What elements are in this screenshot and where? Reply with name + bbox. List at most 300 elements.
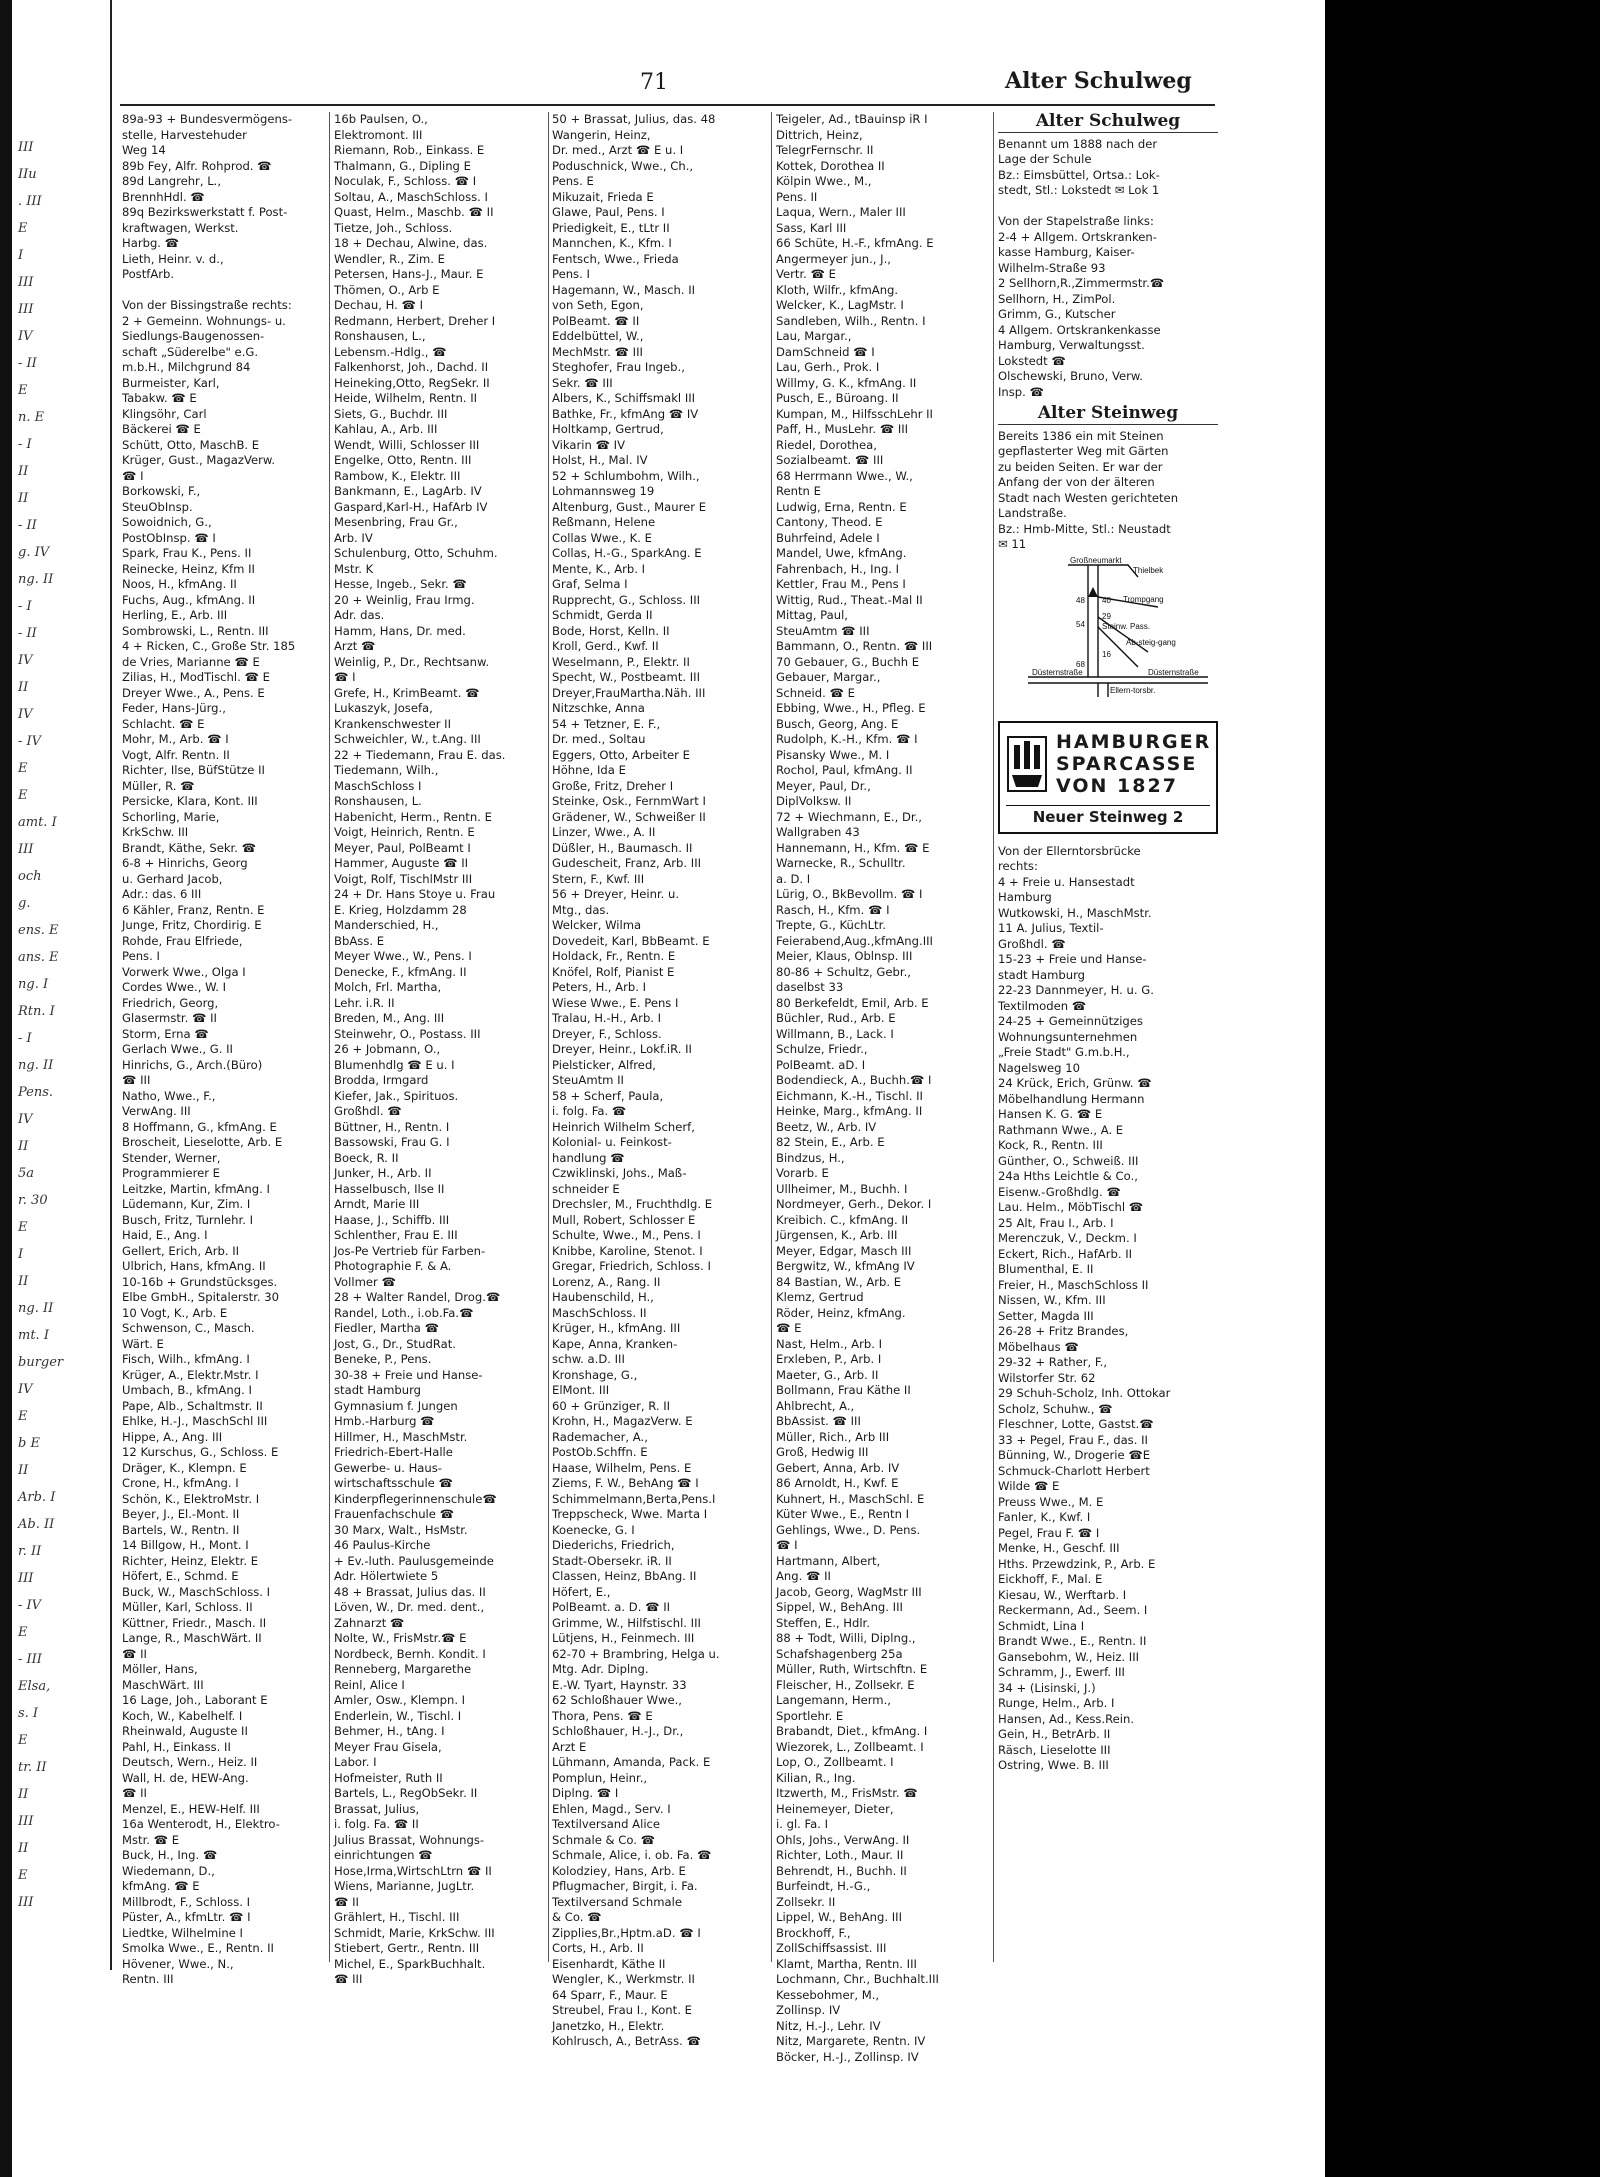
directory-line: Fanler, K., Kwf. I: [998, 1510, 1091, 1524]
directory-line: Bodendieck, A., Buchh.☎ I: [776, 1073, 932, 1087]
directory-line: Hövener, Wwe., N.,: [122, 1956, 234, 1971]
directory-line: Hasselbusch, Ilse II: [334, 1181, 445, 1196]
directory-line: Labor. I: [334, 1755, 377, 1769]
column-5: [998, 112, 1218, 1962]
directory-line: Lochmann, Chr., Buchhalt.III: [776, 1972, 939, 1986]
directory-line: Persicke, Klara, Kont. III: [122, 794, 258, 808]
directory-line: Michel, E., SparkBuchhalt.: [334, 1956, 486, 1971]
directory-line: Nissen, W., Kfm. III: [998, 1293, 1106, 1307]
directory-line: 89d Langrehr, L.,: [122, 174, 222, 188]
directory-line: Bollmann, Frau Käthe II: [776, 1383, 911, 1397]
directory-line: Bartels, W., Rentn. II: [122, 1522, 240, 1537]
directory-line: Höhne, Ida E: [552, 763, 626, 777]
gutter-fragment: III: [18, 1895, 34, 1910]
gutter-fragment: r. 30: [18, 1193, 48, 1208]
directory-line: Arzt ☎: [334, 639, 376, 653]
directory-line: Frauenfachschule ☎: [334, 1507, 455, 1521]
directory-line: Sass, Karl III: [776, 220, 847, 235]
directory-line: Sippel, W., BehAng. III: [776, 1600, 903, 1614]
directory-line: Hamm, Hans, Dr. med.: [334, 623, 466, 638]
directory-line: Müller, Rich., Arb III: [776, 1429, 890, 1444]
directory-line: Vollmer ☎: [334, 1274, 396, 1289]
directory-line: Insp. ☎: [998, 384, 1044, 399]
directory-line: Müller, Ruth, Wirtschftn. E: [776, 1662, 928, 1676]
directory-line: Küter Wwe., E., Rentn I: [776, 1507, 910, 1521]
directory-line: Kohlrusch, A., BetrAss. ☎: [552, 2034, 701, 2048]
directory-line: Elektromont. III: [334, 127, 423, 142]
directory-line: MechMstr. ☎ III: [552, 344, 643, 359]
directory-line: Hippe, A., Ang. III: [122, 1429, 223, 1444]
directory-line: Eisenhardt, Käthe II: [552, 1956, 666, 1971]
directory-line: Rupprecht, G., Schloss. III: [552, 592, 701, 607]
map-label: 16: [1102, 649, 1111, 659]
directory-line: Pielsticker, Alfred,: [552, 1057, 656, 1072]
directory-line: 58 + Scherf, Paula,: [552, 1088, 664, 1103]
directory-line: Bindzus, H.,: [776, 1150, 845, 1165]
gutter-fragment: - I: [18, 599, 32, 614]
directory-line: Mstr. ☎ E: [122, 1832, 180, 1847]
directory-line: Manderschied, H.,: [334, 918, 439, 932]
directory-line: Koch, W., Kabelhelf. I: [122, 1708, 243, 1723]
directory-line: Günther, O., Schweiß. III: [998, 1153, 1139, 1168]
directory-line: Krüger, Gust., MagazVerw.: [122, 453, 276, 467]
directory-line: 26-28 + Fritz Brandes,: [998, 1324, 1129, 1338]
directory-line: Schmidt, Marie, KrkSchw. III: [334, 1925, 495, 1940]
street-heading-alter-steinweg: Alter Steinweg: [998, 406, 1218, 425]
directory-line: BrennhHdl. ☎: [122, 189, 205, 204]
directory-line: Krohn, H., MagazVerw. E: [552, 1414, 693, 1428]
gutter-fragment: - II: [18, 356, 37, 371]
directory-line: Büchler, Rud., Arb. E: [776, 1011, 896, 1025]
directory-line: 18 + Dechau, Alwine, das.: [334, 236, 488, 250]
directory-line: Beneke, P., Pens.: [334, 1352, 432, 1366]
directory-line: 72 + Wiechmann, E., Dr.,: [776, 809, 922, 824]
directory-line: 30 Marx, Walt., HsMstr.: [334, 1522, 468, 1537]
directory-line: 2 + Gemeinn. Wohnungs- u.: [122, 313, 286, 328]
directory-line: Wall, H. de, HEW-Ang.: [122, 1770, 249, 1785]
running-head: Alter Schulweg: [1005, 68, 1192, 94]
directory-line: Paff, H., MusLehr. ☎ III: [776, 422, 909, 436]
gutter-fragment: ng. II: [18, 1301, 54, 1316]
directory-line: Kettler, Frau M., Pens I: [776, 577, 906, 591]
directory-line: schaft „Süderelbe" e.G.: [122, 344, 259, 359]
directory-line: Dittrich, Heinz,: [776, 127, 863, 142]
directory-line: zu beiden Seiten. Er war der: [998, 459, 1163, 474]
directory-line: DiplVolksw. II: [776, 794, 852, 808]
directory-line: Cantony, Theod. E: [776, 515, 883, 529]
gutter-fragment: n. E: [18, 410, 45, 425]
directory-line: Kinderpflegerinnenschule☎: [334, 1491, 497, 1506]
gutter-fragment: och: [18, 869, 42, 884]
directory-line: Bankmann, E., LagArb. IV: [334, 484, 482, 498]
directory-line: Gansebohm, W., Heiz. III: [998, 1649, 1140, 1664]
directory-line: 25 Alt, Frau I., Arb. I: [998, 1215, 1114, 1230]
directory-line: Glawe, Paul, Pens. I: [552, 205, 665, 219]
directory-line: Landstraße.: [998, 506, 1067, 520]
directory-line: Steghofer, Frau Ingeb.,: [552, 360, 685, 374]
directory-line: Kolodziey, Hans, Arb. E: [552, 1863, 686, 1878]
directory-line: Arb. IV: [334, 530, 373, 545]
directory-line: Brassat, Julius,: [334, 1801, 420, 1816]
directory-line: 80-86 + Schultz, Gebr.,: [776, 964, 911, 979]
directory-line: Thömen, O., Arb E: [334, 282, 440, 297]
directory-line: Möbelhandlung Hermann: [998, 1091, 1145, 1106]
gutter-fragment: E: [18, 1868, 28, 1883]
directory-line: 24-25 + Gemeinnütziges: [998, 1014, 1143, 1028]
directory-line: Zollsekr. II: [776, 1894, 836, 1909]
directory-line: Fentsch, Wwe., Frieda: [552, 251, 679, 266]
directory-line: Grefe, H., KrimBeamt. ☎: [334, 685, 480, 700]
directory-line: Schloßhauer, H.-J., Dr.,: [552, 1724, 684, 1738]
directory-line: Schramm, J., Ewerf. III: [998, 1665, 1125, 1679]
directory-line: Pens. I: [122, 949, 160, 963]
directory-line: 8 Hoffmann, G., kfmAng. E: [122, 1119, 277, 1134]
gutter-fragment: - IV: [18, 1598, 42, 1613]
directory-line: Redmann, Herbert, Dreher I: [334, 313, 496, 328]
directory-line: Brandt, Käthe, Sekr. ☎: [122, 840, 257, 855]
directory-line: Hamburg, Verwaltungsst.: [998, 338, 1145, 352]
directory-line: Blumenhdlg ☎ E u. I: [334, 1057, 455, 1072]
directory-line: Dreyer,FrauMartha.Näh. III: [552, 685, 706, 700]
directory-line: Kottek, Dorothea II: [776, 158, 885, 173]
directory-line: Gewerbe- u. Haus-: [334, 1460, 442, 1475]
directory-line: Dr. med., Arzt ☎ E u. I: [552, 143, 684, 157]
directory-line: Glasermstr. ☎ II: [122, 1011, 217, 1025]
directory-line: Gregar, Friedrich, Schloss. I: [552, 1259, 711, 1273]
directory-line: Julius Brassat, Wohnungs-: [334, 1832, 485, 1847]
directory-line: Broscheit, Lieselotte, Arb. E: [122, 1135, 283, 1149]
directory-line: Sekr. ☎ III: [552, 375, 613, 390]
directory-line: ☎ I: [122, 468, 144, 483]
directory-line: Kahlau, A., Arb. III: [334, 422, 438, 436]
directory-line: ☎ I: [776, 1538, 798, 1552]
directory-line: Reinecke, Heinz, Kfm II: [122, 561, 255, 576]
directory-line: Benannt um 1888 nach der: [998, 136, 1158, 151]
directory-line: 22-23 Dannmeyer, H. u. G.: [998, 983, 1154, 997]
gutter-fragment: I: [18, 248, 24, 263]
directory-line: 68 Herrmann Wwe., W.,: [776, 468, 913, 483]
directory-line: Große, Fritz, Dreher I: [552, 778, 674, 793]
directory-line: Hagemann, W., Masch. II: [552, 282, 696, 297]
directory-line: Püster, A., kfmLtr. ☎ I: [122, 1910, 251, 1924]
directory-line: Gerlach Wwe., G. II: [122, 1042, 233, 1056]
gutter-fragment: - IV: [18, 734, 42, 749]
directory-line: Schwenson, C., Masch.: [122, 1321, 255, 1335]
directory-line: Bammann, O., Rentn. ☎ III: [776, 639, 933, 653]
directory-line: stadt Hamburg: [334, 1383, 422, 1397]
directory-line: Meier, Klaus, Oblnsp. III: [776, 949, 913, 963]
directory-line: 48 + Brassat, Julius das. II: [334, 1584, 486, 1599]
directory-line: a. D. I: [776, 871, 811, 886]
directory-line: Schimmelmann,Berta,Pens.I: [552, 1491, 716, 1506]
directory-line: Gebauer, Margar.,: [776, 670, 881, 684]
directory-line: Meyer Wwe., W., Pens. I: [334, 949, 472, 963]
directory-line: SteuAmtm II: [552, 1073, 624, 1087]
directory-line: Lokstedt ☎: [998, 353, 1066, 368]
directory-line: Rudolph, K.-H., Kfm. ☎ I: [776, 732, 918, 746]
directory-line: Schön, K., ElektroMstr. I: [122, 1491, 260, 1506]
column-divider: [548, 112, 549, 1962]
directory-line: Itzwerth, M., FrisMstr. ☎: [776, 1786, 918, 1800]
map-label: 68: [1076, 659, 1085, 669]
directory-line: Behmer, H., tAng. I: [334, 1724, 445, 1738]
directory-line: Wilhelm-Straße 93: [998, 260, 1106, 275]
scan-edge-right: [1325, 0, 1600, 2177]
directory-line: Blumenthal, E. II: [998, 1262, 1094, 1276]
directory-line: Reinl, Alice I: [334, 1677, 405, 1692]
directory-line: 86 Arnoldt, H., Kwf. E: [776, 1476, 899, 1490]
directory-line: SteuObInsp.: [122, 499, 193, 514]
directory-line: Merenczuk, V., Deckm. I: [998, 1231, 1137, 1245]
directory-line: Lütjens, H., Feinmech. III: [552, 1631, 695, 1645]
directory-line: MaschWärt. III: [122, 1677, 204, 1692]
directory-line: Meyer, Edgar, Masch III: [776, 1243, 912, 1258]
directory-line: Vikarin ☎ IV: [552, 437, 626, 452]
directory-line: Wutkowski, H., MaschMstr.: [998, 905, 1152, 920]
directory-line: Ullheimer, M., Buchh. I: [776, 1181, 908, 1196]
directory-line: Schütt, Otto, MaschB. E: [122, 437, 260, 452]
gutter-fragment: ans. E: [18, 950, 59, 965]
column-3: [552, 112, 766, 2048]
directory-line: Höfert, E.,: [552, 1584, 611, 1599]
directory-line: Langemann, Herm.,: [776, 1693, 891, 1707]
directory-line: 46 Paulus-Kirche: [334, 1538, 431, 1552]
directory-line: Rochol, Paul, kfmAng. II: [776, 763, 913, 777]
directory-line: 52 + Schlumbohm, Wilh.,: [552, 468, 700, 483]
directory-line: Küttner, Friedr., Masch. II: [122, 1615, 267, 1630]
directory-line: Photographie F. & A.: [334, 1259, 452, 1273]
directory-line: Pusch, E., Büroang. II: [776, 391, 899, 405]
column-1: [122, 112, 324, 1986]
gutter-fragment: Rtn. I: [18, 1004, 55, 1019]
directory-line: Fleischer, H., Zollsekr. E: [776, 1677, 915, 1692]
directory-line: Hannemann, H., Kfm. ☎ E: [776, 840, 930, 855]
directory-line: Stern, F., Kwf. III: [552, 871, 645, 886]
gutter-fragment: II: [18, 1274, 29, 1289]
directory-line: Quast, Helm., Maschb. ☎ II: [334, 205, 494, 219]
directory-line: Breden, M., Ang. III: [334, 1011, 445, 1025]
gutter-fragment: Arb. I: [18, 1490, 56, 1505]
directory-line: Wendler, R., Zim. E: [334, 251, 445, 266]
directory-line: Wiese Wwe., E. Pens I: [552, 995, 679, 1010]
directory-line: Engelke, Otto, Rentn. III: [334, 453, 472, 467]
directory-line: Stender, Werner,: [122, 1150, 221, 1165]
directory-line: Nordmeyer, Gerh., Dekor. I: [776, 1197, 932, 1211]
directory-line: 29 Schuh-Scholz, Inh. Ottokar: [998, 1386, 1171, 1400]
directory-line: 24 Krück, Erich, Grünw. ☎: [998, 1076, 1152, 1090]
directory-line: Knöfel, Rolf, Pianist E: [552, 964, 675, 979]
directory-line: Krankenschwester II: [334, 716, 451, 731]
directory-line: Gein, H., BetrArb. II: [998, 1727, 1111, 1741]
gutter-fragment: Ab. II: [18, 1517, 55, 1532]
gutter-fragment: IV: [18, 1382, 33, 1397]
directory-line: Maeter, G., Arb. II: [776, 1367, 879, 1382]
directory-line: Mohr, M., Arb. ☎ I: [122, 732, 229, 746]
directory-line: PolBeamt. aD. I: [776, 1057, 866, 1072]
directory-line: Reckermann, Ad., Seem. I: [998, 1603, 1148, 1617]
directory-line: Rohde, Frau Elfriede,: [122, 933, 243, 948]
directory-line: 29-32 + Rather, F.,: [998, 1355, 1108, 1369]
directory-line: Petersen, Hans-J., Maur. E: [334, 267, 484, 281]
directory-line: 70 Gebauer, G., Buchh E: [776, 654, 920, 669]
directory-line: Lau. Helm., MöbTischl ☎: [998, 1200, 1144, 1214]
directory-line: Haase, Wilhelm, Pens. E: [552, 1460, 692, 1475]
directory-line: Friedrich-Ebert-Halle: [334, 1445, 453, 1459]
directory-line: Bereits 1386 ein mit Steinen: [998, 428, 1164, 443]
directory-line: stelle, Harvestehuder: [122, 127, 247, 142]
directory-line: Buck, W., MaschSchloss. I: [122, 1584, 271, 1599]
gutter-fragment: IV: [18, 707, 33, 722]
directory-line: Böcker, H.-J., Zollinsp. IV: [776, 2049, 919, 2064]
directory-line: Leitzke, Martin, kfmAng. I: [122, 1181, 270, 1196]
directory-line: Drechsler, M., Fruchthdlg. E: [552, 1197, 713, 1211]
directory-line: Storm, Erna ☎: [122, 1026, 209, 1041]
directory-line: Wiens, Marianne, JugLtr.: [334, 1879, 475, 1893]
directory-line: 88 + Todt, Willi, Diplng.,: [776, 1631, 916, 1645]
gutter-fragment: E: [18, 1220, 28, 1235]
directory-line: Jacob, Georg, WagMstr III: [776, 1584, 922, 1599]
directory-line: 80 Berkefeldt, Emil, Arb. E: [776, 995, 929, 1010]
directory-line: Schmidt, Lina I: [998, 1618, 1085, 1633]
column-4: [776, 112, 988, 2064]
directory-line: TelegrFernschr. II: [776, 143, 874, 157]
directory-line: Menzel, E., HEW-Helf. III: [122, 1801, 260, 1816]
gutter-fragment: E: [18, 788, 28, 803]
gutter-fragment: - III: [18, 1652, 42, 1667]
directory-line: Gudescheit, Franz, Arb. III: [552, 856, 702, 870]
directory-line: E.-W. Tyart, Haynstr. 33: [552, 1677, 687, 1692]
directory-line: Eddelbüttel, W.,: [552, 329, 644, 343]
directory-line: Möller, Hans,: [122, 1662, 198, 1676]
directory-line: Hartmann, Albert,: [776, 1553, 881, 1568]
directory-line: rechts:: [998, 859, 1038, 873]
directory-line: Pisansky Wwe., M. I: [776, 747, 890, 762]
directory-line: Heinemeyer, Dieter,: [776, 1801, 894, 1816]
directory-line: Nordbeck, Bernh. Kondit. I: [334, 1646, 486, 1661]
directory-line: ✉ 11: [998, 537, 1027, 551]
directory-line: Eichmann, K.-H., Tischl. II: [776, 1088, 923, 1103]
map-label: 29: [1102, 611, 1111, 621]
directory-line: Ehlke, H.-J., MaschSchl III: [122, 1414, 268, 1428]
column-divider: [329, 112, 330, 1962]
gutter-fragment: E: [18, 761, 28, 776]
directory-line: Textilversand Alice: [552, 1817, 661, 1831]
directory-line: Freier, H., MaschSchloss II: [998, 1277, 1149, 1292]
directory-line: i. folg. Fa. ☎ II: [334, 1817, 419, 1831]
gutter-fragment: - II: [18, 518, 37, 533]
directory-line: Programmierer E: [122, 1166, 220, 1180]
directory-line: Klamt, Martha, Rentn. III: [776, 1956, 917, 1971]
directory-line: Scholz, Schuhw., ☎: [998, 1401, 1113, 1416]
directory-line: Olschewski, Bruno, Verw.: [998, 369, 1143, 383]
directory-line: Angermeyer jun., J.,: [776, 251, 891, 266]
directory-line: kasse Hamburg, Kaiser-: [998, 245, 1135, 259]
map-label: Ellern-torsbr.: [1110, 685, 1156, 695]
directory-line: Adr. das.: [334, 608, 385, 622]
directory-line: kraftwagen, Werkst.: [122, 220, 239, 235]
directory-line: 84 Bastian, W., Arb. E: [776, 1274, 902, 1289]
gutter-fragment: IV: [18, 653, 33, 668]
directory-line: Brabandt, Diet., kfmAng. I: [776, 1724, 928, 1738]
directory-line: Ohls, Johs., VerwAng. II: [776, 1832, 910, 1847]
directory-line: [998, 199, 1218, 215]
directory-line: Krüger, H., kfmAng. III: [552, 1321, 681, 1335]
directory-line: Voigt, Heinrich, Rentn. E: [334, 825, 475, 839]
directory-line: Wengler, K., Werkmstr. II: [552, 1972, 695, 1986]
directory-line: Ziems, F. W., BehAng ☎ I: [552, 1476, 699, 1490]
directory-line: Heineking,Otto, RegSekr. II: [334, 375, 490, 390]
directory-line: Welcker, K., LagMstr. I: [776, 298, 904, 312]
directory-line: Lange, R., MaschWärt. II: [122, 1631, 262, 1645]
directory-line: 54 + Tetzner, E. F.,: [552, 716, 661, 731]
directory-line: 62 Schloßhauer Wwe.,: [552, 1693, 682, 1707]
map-label: 40: [1102, 595, 1111, 605]
gutter-fragment: Elsa,: [18, 1679, 51, 1694]
directory-line: Gymnasium f. Jungen: [334, 1398, 458, 1413]
directory-line: Noculak, F., Schloss. ☎ I: [334, 174, 477, 188]
directory-line: Mannchen, K., Kfm. I: [552, 236, 672, 250]
directory-line: Specht, W., Postbeamt. III: [552, 670, 701, 684]
directory-line: Lohmannsweg 19: [552, 484, 655, 498]
directory-line: 16 Lage, Joh., Laborant E: [122, 1693, 268, 1707]
gutter-fragment: E: [18, 221, 28, 236]
directory-line: Busch, Fritz, Turnlehr. I: [122, 1212, 254, 1227]
directory-line: Welcker, Wilma: [552, 918, 642, 932]
map-label: Düsternstraße: [1032, 667, 1083, 677]
gutter-fragment: III: [18, 842, 34, 857]
directory-line: Schmale, Alice, i. ob. Fa. ☎: [552, 1848, 712, 1862]
directory-line: 64 Sparr, F., Maur. E: [552, 1987, 668, 2002]
directory-line: Natho, Wwe., F.,: [122, 1088, 216, 1103]
directory-line: Nitz, H.-J., Lehr. IV: [776, 2018, 881, 2033]
directory-line: Kloth, Wilfr., kfmAng.: [776, 282, 899, 297]
directory-line: Zipplies,Br.,Hptm.aD. ☎ I: [552, 1925, 701, 1940]
directory-line: Mtg., das.: [552, 902, 610, 917]
directory-line: Warnecke, R., Schulltr.: [776, 856, 906, 870]
directory-line: Dr. med., Soltau: [552, 732, 646, 746]
directory-line: Fuchs, Aug., kfmAng. II: [122, 592, 256, 607]
directory-line: Großhdl. ☎: [334, 1104, 402, 1118]
directory-line: Meyer, Paul, Dr.,: [776, 778, 871, 793]
directory-line: Dreyer, Heinr., Lokf.iR. II: [552, 1042, 692, 1056]
directory-line: Haase, J., Schiffb. III: [334, 1212, 450, 1227]
directory-line: Adr.: das. 6 III: [122, 887, 202, 901]
directory-line: Stiebert, Gertr., Rentn. III: [334, 1941, 480, 1955]
directory-line: Kuhnert, H., MaschSchl. E: [776, 1491, 925, 1506]
gutter-fragment: II: [18, 464, 29, 479]
directory-line: Arndt, Marie III: [334, 1197, 420, 1211]
directory-line: Wiedemann, D.,: [122, 1863, 215, 1878]
directory-line: Mull, Robert, Schlosser E: [552, 1212, 696, 1227]
directory-line: Hmb.-Harburg ☎: [334, 1414, 435, 1428]
directory-line: DamSchneid ☎ I: [776, 344, 875, 359]
gutter-fragment: E: [18, 383, 28, 398]
directory-line: Jost, G., Dr., StudRat.: [334, 1336, 456, 1351]
directory-line: 24 + Dr. Hans Stoye u. Frau: [334, 887, 496, 901]
gutter-fragment: s. I: [18, 1706, 39, 1721]
directory-line: handlung ☎: [552, 1150, 625, 1165]
directory-line: Falkenhorst, Joh., Dachd. II: [334, 360, 489, 374]
directory-line: Schorling, Marie,: [122, 809, 220, 824]
gutter-fragment: II: [18, 1139, 29, 1154]
directory-line: Hansen, Ad., Kess.Rein.: [998, 1711, 1135, 1726]
directory-line: kfmAng. ☎ E: [122, 1879, 200, 1893]
directory-line: Mstr. K: [334, 561, 374, 576]
gutter-fragment: I: [18, 1247, 24, 1262]
gutter-fragment: Pens.: [18, 1085, 54, 1100]
directory-line: Kumpan, M., HilfsschLehr II: [776, 406, 933, 421]
gutter-fragment: b E: [18, 1436, 40, 1451]
